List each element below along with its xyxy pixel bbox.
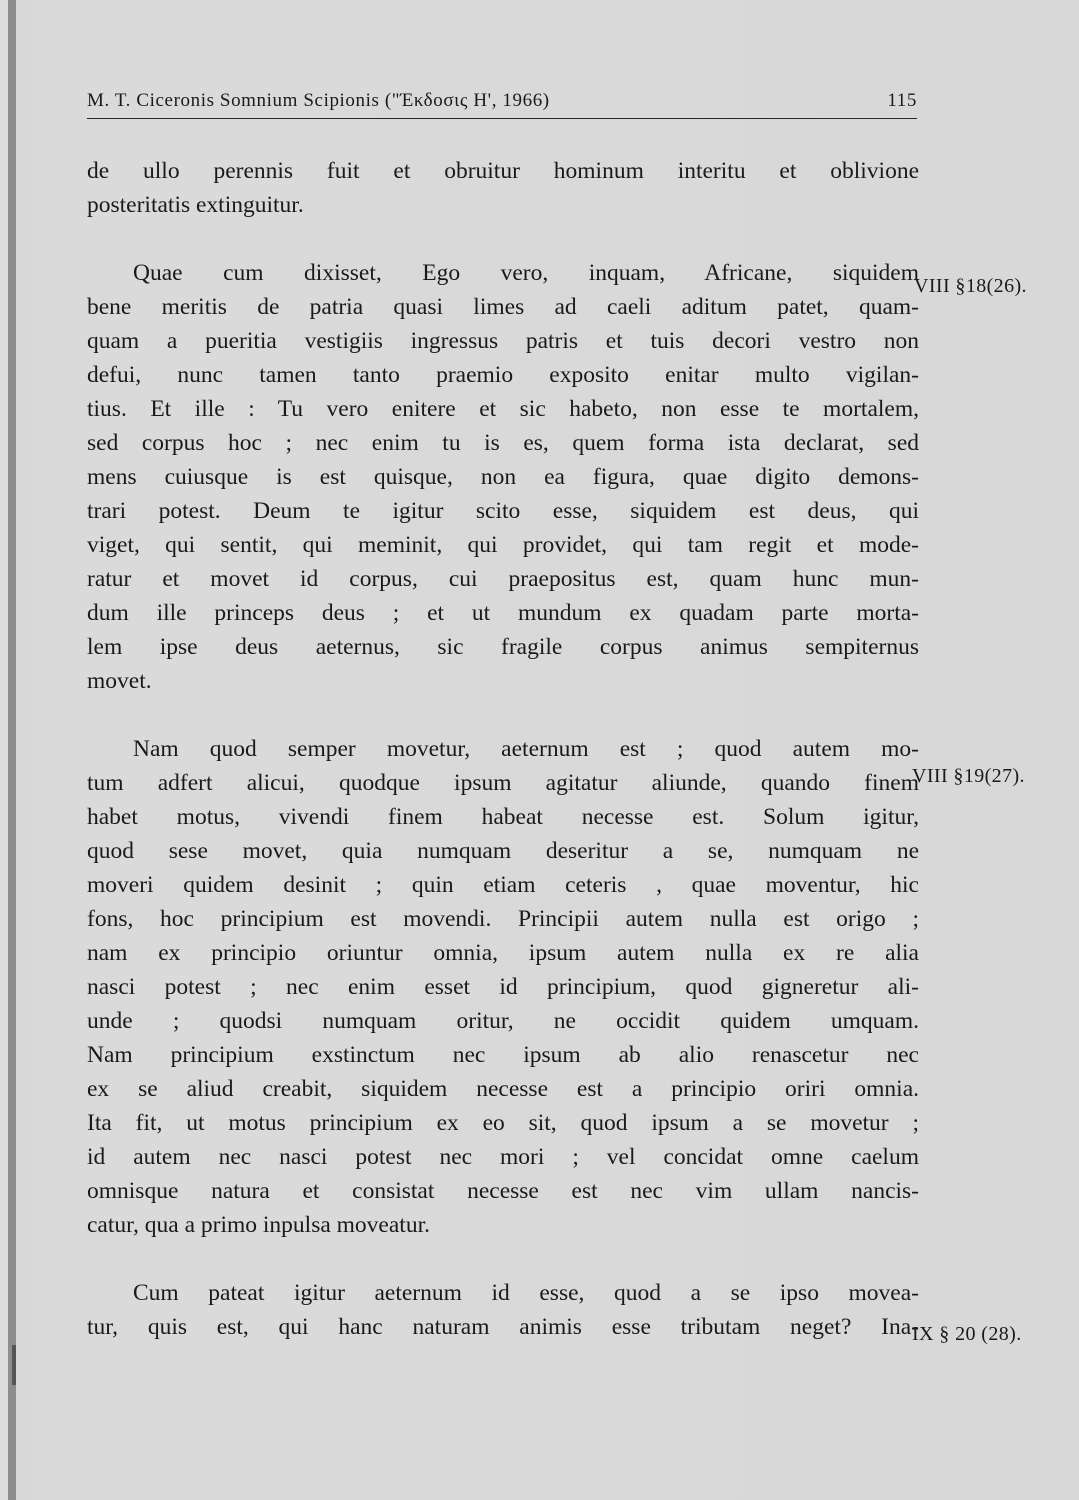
text-line: viget, qui sentit, qui meminit, qui providet, qui tam regit et mode-: [87, 532, 919, 558]
text-line: catur, qua a primo inpulsa moveatur.: [87, 1212, 430, 1238]
text-line: nasci potest ; nec enim esset id principium, quod gigneretur ali-: [87, 974, 919, 1000]
text-line: trari potest. Deum te igitur scito esse, siquidem est deus, qui: [87, 498, 919, 524]
text-line: tius. Et ille : Tu vero enitere et sic habeto, non esse te mortalem,: [87, 396, 919, 422]
text-line: Ita fit, ut motus principium ex eo sit, quod ipsum a se movetur ;: [87, 1110, 919, 1136]
paragraph: [87, 732, 919, 1242]
text-line: bene meritis de patria quasi limes ad caeli aditum patet, quam-: [87, 294, 919, 320]
text-line: tum adfert alicui, quodque ipsum agitatur aliunde, quando finem: [87, 770, 919, 796]
text-line: Quae cum dixisset, Ego vero, inquam, Africane, siquidem: [133, 260, 919, 286]
section-reference: IX § 20 (28).: [912, 1323, 1022, 1345]
binding-mark: [12, 1345, 16, 1385]
body-text: [87, 154, 919, 1378]
section-reference: VIII §18(26).: [914, 275, 1027, 297]
text-line: lem ipse deus aeternus, sic fragile corpus animus sempiternus: [87, 634, 919, 660]
paragraph: [87, 1276, 919, 1344]
text-line: unde ; quodsi numquam oritur, ne occidit quidem umquam.: [87, 1008, 919, 1034]
text-line: id autem nec nasci potest nec mori ; vel concidat omne caelum: [87, 1144, 919, 1170]
text-line: Nam principium exstinctum nec ipsum ab alio renascetur nec: [87, 1042, 919, 1068]
book-page: [8, 0, 1079, 1500]
paragraph: [87, 256, 919, 698]
text-line: posteritatis extinguitur.: [87, 192, 304, 218]
text-line: quam a pueritia vestigiis ingressus patris et tuis decori vestro non: [87, 328, 919, 354]
text-line: movet.: [87, 668, 152, 694]
text-line: fons, hoc principium est movendi. Principii autem nulla est origo ;: [87, 906, 919, 932]
text-line: ratur et movet id corpus, cui praepositus est, quam hunc mun-: [87, 566, 919, 592]
header-title: M. T. Ciceronis Somnium Scipionis ("Έκδοσις H', 1966): [87, 90, 550, 111]
page-gutter: [8, 0, 16, 1500]
text-line: omnisque natura et consistat necesse est nec vim ullam nancis-: [87, 1178, 919, 1204]
page-number: 115: [887, 90, 917, 111]
text-line: ex se aliud creabit, siquidem necesse est a principio oriri omnia.: [87, 1076, 919, 1102]
text-line: Nam quod semper movetur, aeternum est ; quod autem mo-: [133, 736, 919, 762]
section-reference: VIII §19(27).: [912, 765, 1025, 787]
text-line: dum ille princeps deus ; et ut mundum ex quadam parte morta-: [87, 600, 919, 626]
paragraph: [87, 154, 919, 222]
text-line: nam ex principio oriuntur omnia, ipsum autem nulla ex re alia: [87, 940, 919, 966]
text-line: de ullo perennis fuit et obruitur hominum interitu et oblivione: [87, 158, 919, 184]
text-line: quod sese movet, quia numquam deseritur a se, numquam ne: [87, 838, 919, 864]
text-line: mens cuiusque is est quisque, non ea figura, quae digito demons-: [87, 464, 919, 490]
text-line: habet motus, vivendi finem habeat necesse est. Solum igitur,: [87, 804, 919, 830]
text-line: moveri quidem desinit ; quin etiam ceteris , quae moventur, hic: [87, 872, 919, 898]
text-line: defui, nunc tamen tanto praemio exposito enitar multo vigilan-: [87, 362, 919, 388]
text-line: sed corpus hoc ; nec enim tu is es, quem forma ista declarat, sed: [87, 430, 919, 456]
text-line: Cum pateat igitur aeternum id esse, quod a se ipso movea-: [133, 1280, 919, 1306]
text-line: tur, quis est, qui hanc naturam animis esse tributam neget? Ina-: [87, 1314, 919, 1340]
running-header: [87, 86, 917, 119]
